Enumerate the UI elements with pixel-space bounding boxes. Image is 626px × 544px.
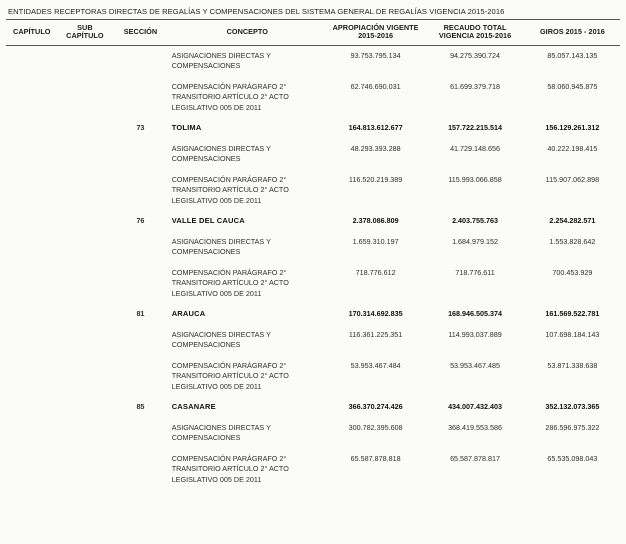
cell-giros: 286.596.975.322	[545, 423, 600, 433]
table-row	[6, 139, 620, 170]
cell-giros: 40.222.198.415	[547, 143, 598, 153]
cell-capitulo	[6, 118, 58, 139]
cell-recaudo: 1.684.979.152	[452, 236, 499, 246]
cell-apropiacion: 48.293.393.288	[350, 143, 401, 153]
cell-apropiacion: 300.782.395.608	[348, 423, 403, 433]
cell-concepto: VALLE DEL CAUCA	[171, 216, 245, 226]
cell-capitulo	[6, 449, 58, 490]
cell-subcapitulo	[58, 449, 113, 490]
cell-capitulo	[6, 45, 58, 76]
cell-subcapitulo	[58, 232, 113, 263]
cell-recaudo: 65.587.878.817	[450, 453, 501, 463]
cell-subcapitulo	[58, 418, 113, 449]
cell-recaudo: 61.699.379.718	[450, 81, 501, 91]
cell-apropiacion: 62.746.690.031	[350, 81, 401, 91]
table-row	[6, 170, 620, 211]
table-row	[6, 77, 620, 118]
cell-concepto: ASIGNACIONES DIRECTAS Y COMPENSACIONES	[171, 143, 271, 164]
cell-giros: 58.060.945.875	[547, 81, 598, 91]
table-row	[6, 356, 620, 397]
cell-concepto: ARAUCA	[171, 309, 206, 319]
table-row	[6, 304, 620, 325]
cell-seccion	[112, 418, 168, 449]
cell-recaudo: 115.993.066.858	[448, 174, 502, 184]
table-row	[6, 232, 620, 263]
cell-apropiacion: 366.370.274.426	[348, 402, 403, 412]
cell-giros: 107.698.184.143	[545, 329, 600, 339]
cell-seccion	[112, 232, 168, 263]
cell-concepto: COMPENSACIÓN PARÁGRAFO 2° TRANSITORIO ARTÍCULO 2° ACTO LEGISLATIVO 005 DE 2011	[171, 174, 289, 205]
cell-concepto: ASIGNACIONES DIRECTAS Y COMPENSACIONES	[171, 50, 271, 71]
cell-giros: 1.553.828.642	[549, 236, 596, 246]
table-row	[6, 211, 620, 232]
cell-giros: 700.453.929	[552, 267, 593, 277]
cell-giros: 156.129.261.312	[545, 122, 600, 132]
cell-seccion	[112, 356, 168, 397]
cell-seccion	[112, 170, 168, 211]
cell-capitulo	[6, 232, 58, 263]
cell-concepto: COMPENSACIÓN PARÁGRAFO 2° TRANSITORIO ARTÍCULO 2° ACTO LEGISLATIVO 005 DE 2011	[171, 267, 289, 298]
table-header	[6, 20, 620, 46]
cell-concepto: COMPENSACIÓN PARÁGRAFO 2° TRANSITORIO ARTÍCULO 2° ACTO LEGISLATIVO 005 DE 2011	[171, 81, 289, 112]
cell-recaudo: 53.953.467.485	[450, 360, 501, 370]
cell-subcapitulo	[58, 325, 113, 356]
column-header-giros: GIROS 2015 - 2016	[525, 20, 620, 46]
cell-subcapitulo	[58, 118, 113, 139]
cell-concepto: COMPENSACIÓN PARÁGRAFO 2° TRANSITORIO ARTÍCULO 2° ACTO LEGISLATIVO 005 DE 2011	[171, 360, 289, 391]
cell-concepto: COMPENSACIÓN PARÁGRAFO 2° TRANSITORIO ARTÍCULO 2° ACTO LEGISLATIVO 005 DE 2011	[171, 453, 289, 484]
cell-concepto: ASIGNACIONES DIRECTAS Y COMPENSACIONES	[171, 236, 271, 257]
cell-apropiacion: 116.361.225.351	[348, 329, 403, 339]
cell-capitulo	[6, 77, 58, 118]
table-body	[6, 45, 620, 490]
cell-apropiacion: 93.753.795.134	[350, 50, 401, 60]
cell-subcapitulo	[58, 356, 113, 397]
cell-seccion	[112, 45, 168, 76]
cell-concepto: CASANARE	[171, 402, 216, 412]
cell-giros: 352.132.073.365	[545, 402, 600, 412]
cell-concepto: ASIGNACIONES DIRECTAS Y COMPENSACIONES	[171, 423, 271, 443]
cell-recaudo: 41.729.148.656	[450, 143, 501, 153]
cell-capitulo	[6, 170, 58, 211]
column-header-apropiacion: APROPIACIÓN VIGENTE 2015-2016	[326, 20, 425, 46]
cell-apropiacion: 1.659.310.197	[352, 236, 399, 246]
cell-seccion: 76	[136, 216, 145, 226]
cell-capitulo	[6, 263, 58, 304]
cell-apropiacion: 65.587.878.818	[350, 453, 401, 463]
cell-capitulo	[6, 418, 58, 449]
cell-apropiacion: 170.314.692.835	[348, 309, 403, 319]
table-row	[6, 263, 620, 304]
cell-seccion	[112, 263, 168, 304]
cell-capitulo	[6, 397, 58, 418]
cell-recaudo: 2.403.755.763	[452, 216, 499, 226]
royalties-table	[6, 19, 620, 490]
cell-recaudo: 157.722.215.514	[448, 122, 503, 132]
table-row	[6, 418, 620, 449]
table-row	[6, 325, 620, 356]
column-header-seccion: SECCIÓN	[112, 20, 168, 46]
cell-apropiacion: 53.953.467.484	[350, 360, 401, 370]
column-header-concepto: CONCEPTO	[169, 20, 326, 46]
cell-giros: 161.569.522.781	[545, 309, 600, 319]
cell-giros: 65.535.098.043	[547, 453, 598, 463]
cell-giros: 2.254.282.571	[549, 216, 596, 226]
cell-seccion	[112, 77, 168, 118]
table-header-row	[6, 20, 620, 46]
cell-recaudo: 434.007.432.403	[448, 402, 503, 412]
column-header-recaudo: RECAUDO TOTAL VIGENCIA 2015-2016	[425, 20, 524, 46]
cell-giros: 115.907.062.898	[545, 174, 600, 184]
table-row	[6, 449, 620, 490]
cell-capitulo	[6, 139, 58, 170]
cell-capitulo	[6, 356, 58, 397]
cell-subcapitulo	[58, 77, 113, 118]
cell-apropiacion: 2.378.086.809	[352, 216, 399, 226]
cell-subcapitulo	[58, 397, 113, 418]
cell-subcapitulo	[58, 170, 113, 211]
document-title: ENTIDADES RECEPTORAS DIRECTAS DE REGALÍAS Y COMPENSACIONES DEL SISTEMA GENERAL DE REGALÍAS VIGENCIA 2015-2016	[8, 7, 505, 16]
cell-recaudo: 114.993.037.889	[448, 329, 502, 339]
cell-apropiacion: 718.776.612	[355, 267, 396, 277]
column-header-subcapitulo: SUB CAPÍTULO	[58, 20, 113, 46]
cell-subcapitulo	[58, 211, 113, 232]
cell-seccion: 85	[136, 402, 145, 412]
cell-recaudo: 718.776.611	[455, 267, 495, 277]
cell-recaudo: 368.419.553.586	[448, 423, 503, 433]
cell-giros: 85.057.143.135	[547, 50, 598, 60]
table-row	[6, 397, 620, 418]
cell-capitulo	[6, 325, 58, 356]
cell-subcapitulo	[58, 45, 113, 76]
cell-seccion: 81	[136, 309, 145, 319]
cell-concepto: TOLIMA	[171, 122, 202, 132]
cell-subcapitulo	[58, 139, 113, 170]
cell-giros: 53.871.338.638	[547, 360, 598, 370]
table-row	[6, 45, 620, 76]
cell-capitulo	[6, 211, 58, 232]
cell-recaudo: 168.946.505.374	[448, 309, 503, 319]
cell-seccion	[112, 449, 168, 490]
cell-recaudo: 94.275.390.724	[450, 50, 501, 60]
cell-subcapitulo	[58, 304, 113, 325]
cell-seccion	[112, 139, 168, 170]
cell-apropiacion: 116.520.219.389	[348, 174, 403, 184]
cell-concepto: ASIGNACIONES DIRECTAS Y COMPENSACIONES	[171, 329, 271, 350]
cell-apropiacion: 164.813.612.677	[348, 122, 403, 132]
cell-seccion: 73	[136, 122, 145, 132]
cell-subcapitulo	[58, 263, 113, 304]
cell-seccion	[112, 325, 168, 356]
column-header-capitulo: CAPÍTULO	[6, 20, 58, 46]
cell-capitulo	[6, 304, 58, 325]
table-row	[6, 118, 620, 139]
